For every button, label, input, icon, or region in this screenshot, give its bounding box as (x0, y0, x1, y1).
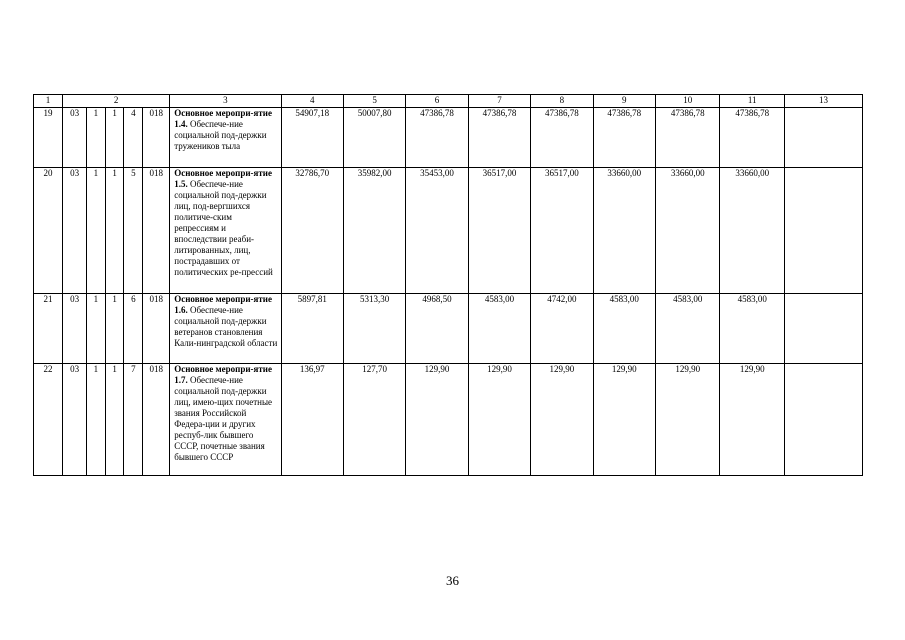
value-cell: 35453,00 (406, 168, 468, 294)
table-row (34, 364, 863, 476)
row-number: 20 (34, 168, 63, 294)
code-cell: 03 (63, 364, 87, 476)
value-cell: 129,90 (655, 364, 719, 476)
code-cell: 1 (105, 294, 124, 364)
description-bold: Основное меропри-ятие 1.7. (174, 364, 272, 385)
header-cell: 6 (406, 95, 468, 108)
description-text: Обеспече-ние социальной под-держки лиц, имею-щих почетные звания Российской Федера-ции и других респуб-лик бывшего СССР, почетные звания бывшего СССР (174, 375, 272, 462)
value-cell: 4583,00 (720, 294, 784, 364)
value-cell: 4583,00 (468, 294, 530, 364)
value-cell: 5313,30 (343, 294, 405, 364)
program-table (33, 94, 863, 476)
header-cell: 11 (720, 95, 784, 108)
value-cell: 129,90 (406, 364, 468, 476)
code-cell: 5 (124, 168, 143, 294)
code-cell: 6 (124, 294, 143, 364)
value-cell: 129,90 (531, 364, 593, 476)
code-cell: 018 (143, 364, 170, 476)
value-cell: 47386,78 (406, 108, 468, 168)
table-row (34, 108, 863, 168)
value-cell (784, 108, 862, 168)
header-cell: 5 (343, 95, 405, 108)
header-cell: 1 (34, 95, 63, 108)
page-number: 36 (446, 573, 459, 588)
header-cell: 7 (468, 95, 530, 108)
value-cell: 129,90 (720, 364, 784, 476)
code-cell: 1 (87, 294, 106, 364)
description-cell (170, 294, 281, 364)
value-cell: 4583,00 (655, 294, 719, 364)
code-cell: 1 (87, 364, 106, 476)
value-cell: 35982,00 (343, 168, 405, 294)
description-bold: Основное меропри-ятие 1.4. (174, 108, 272, 129)
value-cell: 33660,00 (593, 168, 655, 294)
header-cell: 13 (784, 95, 862, 108)
value-cell: 54907,18 (281, 108, 343, 168)
description-text: Обеспече-ние социальной под-держки тружеников тыла (174, 119, 267, 151)
code-cell: 4 (124, 108, 143, 168)
value-cell: 129,90 (593, 364, 655, 476)
header-cell: 3 (170, 95, 281, 108)
value-cell: 47386,78 (593, 108, 655, 168)
code-cell: 1 (87, 168, 106, 294)
value-cell (784, 364, 862, 476)
row-number: 22 (34, 364, 63, 476)
code-cell: 018 (143, 294, 170, 364)
value-cell: 47386,78 (720, 108, 784, 168)
value-cell: 4742,00 (531, 294, 593, 364)
code-cell: 1 (105, 364, 124, 476)
code-cell: 1 (105, 108, 124, 168)
value-cell: 33660,00 (720, 168, 784, 294)
value-cell: 4968,50 (406, 294, 468, 364)
value-cell: 47386,78 (468, 108, 530, 168)
description-cell (170, 364, 281, 476)
code-cell: 1 (105, 168, 124, 294)
value-cell: 33660,00 (655, 168, 719, 294)
description-cell (170, 108, 281, 168)
value-cell (784, 294, 862, 364)
header-row (34, 95, 863, 108)
value-cell (784, 168, 862, 294)
header-cell: 4 (281, 95, 343, 108)
code-cell: 03 (63, 168, 87, 294)
value-cell: 127,70 (343, 364, 405, 476)
header-cell: 2 (63, 95, 170, 108)
row-number: 21 (34, 294, 63, 364)
value-cell: 136,97 (281, 364, 343, 476)
code-cell: 018 (143, 108, 170, 168)
description-text: Обеспече-ние социальной под-держки лиц, под-вергшихся политиче-ским репрессиям и впоследствии реаби-литированных, лиц, пострадавших от политических ре-прессий (174, 179, 273, 277)
code-cell: 018 (143, 168, 170, 294)
row-number: 19 (34, 108, 63, 168)
header-cell: 9 (593, 95, 655, 108)
value-cell: 129,90 (468, 364, 530, 476)
value-cell: 50007,80 (343, 108, 405, 168)
value-cell: 5897,81 (281, 294, 343, 364)
value-cell: 36517,00 (468, 168, 530, 294)
description-bold: Основное меропри-ятие 1.5. (174, 168, 272, 189)
description-cell (170, 168, 281, 294)
table-row (34, 294, 863, 364)
code-cell: 7 (124, 364, 143, 476)
code-cell: 1 (87, 108, 106, 168)
description-bold: Основное меропри-ятие 1.6. (174, 294, 272, 315)
table-row (34, 168, 863, 294)
code-cell: 03 (63, 294, 87, 364)
header-cell: 8 (531, 95, 593, 108)
value-cell: 47386,78 (531, 108, 593, 168)
value-cell: 4583,00 (593, 294, 655, 364)
description-text: Обеспече-ние социальной под-держки ветеранов становления Кали-нинградской области (174, 305, 278, 348)
value-cell: 47386,78 (655, 108, 719, 168)
header-cell: 10 (655, 95, 719, 108)
value-cell: 32786,70 (281, 168, 343, 294)
code-cell: 03 (63, 108, 87, 168)
value-cell: 36517,00 (531, 168, 593, 294)
